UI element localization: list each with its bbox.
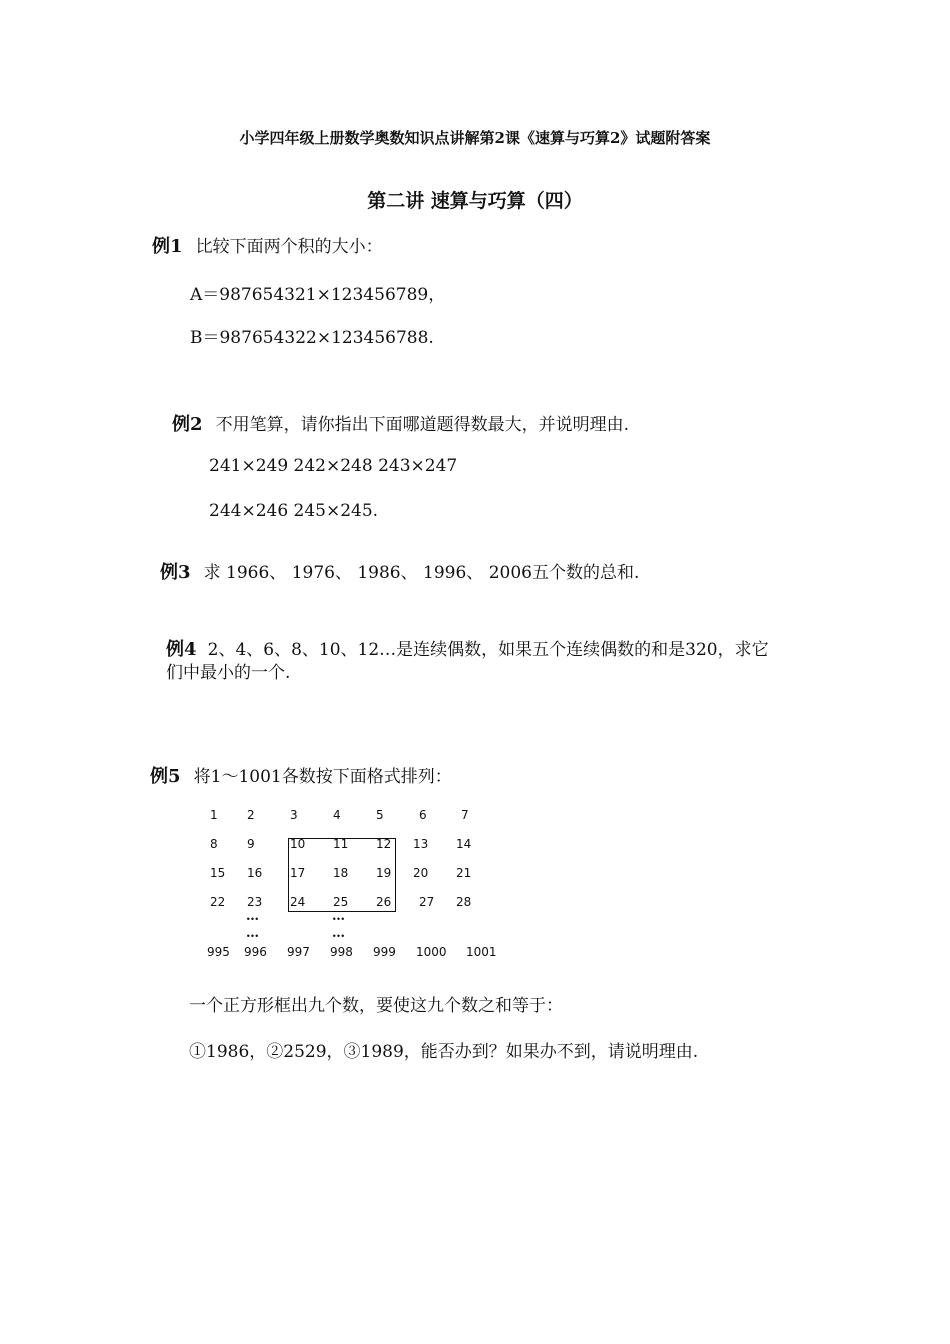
grid-cell: 1000: [416, 945, 447, 959]
grid-cell: 998: [330, 945, 353, 959]
grid-cell: 1001: [466, 945, 497, 959]
example-question: 将1～1001各数按下面格式排列：: [193, 767, 452, 787]
square-frame: [288, 838, 396, 912]
example-question: 不用笔算，请你指出下面哪道题得数最大，并说明理由.: [215, 415, 630, 435]
grid-cell: 17: [290, 866, 306, 880]
grid-cell: 996: [244, 945, 267, 959]
document-title: 小学四年级上册数学奥数知识点讲解第2课《速算与巧算2》试题附答案: [239, 129, 711, 147]
grid-cell: 14: [456, 837, 472, 851]
grid-cell: 4: [333, 808, 341, 822]
grid-cell: 13: [413, 837, 429, 851]
example-question-continued: 们中最小的一个.: [166, 663, 291, 683]
grid-cell: 23: [247, 895, 263, 909]
grid-cell: 9: [247, 837, 255, 851]
grid-cell: 10: [290, 837, 306, 851]
ellipsis-dots: …: [246, 909, 260, 924]
grid-cell: 27: [419, 895, 435, 909]
grid-cell: 28: [456, 895, 472, 909]
grid-cell: 20: [413, 866, 429, 880]
expression-line: 241×249 242×248 243×247: [209, 456, 458, 476]
grid-cell: 3: [290, 808, 298, 822]
grid-cell: 16: [247, 866, 263, 880]
grid-cell: 995: [207, 945, 230, 959]
expression-line: 244×246 245×245.: [209, 501, 379, 521]
grid-cell: 19: [376, 866, 392, 880]
example-question: 比较下面两个积的大小：: [195, 237, 383, 257]
example-label: 例5: [150, 766, 181, 787]
example-2: [172, 410, 629, 436]
grid-cell: 15: [210, 866, 226, 880]
grid-cell: 24: [290, 895, 306, 909]
grid-cell: 999: [373, 945, 396, 959]
grid-cell: 22: [210, 895, 226, 909]
grid-cell: 11: [333, 837, 349, 851]
ellipsis-dots: …: [332, 926, 346, 941]
grid-cell: 1: [210, 808, 218, 822]
grid-cell: 18: [333, 866, 349, 880]
expression-line: B＝987654322×123456788.: [190, 328, 434, 348]
example-5: [150, 762, 452, 788]
example-question: 2、4、6、8、10、12…是连续偶数，如果五个连续偶数的和是320，求它: [207, 640, 769, 660]
example-1: [152, 232, 383, 258]
grid-cell: 2: [247, 808, 255, 822]
example-label: 例2: [172, 414, 203, 435]
grid-cell: 5: [376, 808, 384, 822]
grid-cell: 6: [419, 808, 427, 822]
ellipsis-dots: …: [332, 909, 346, 924]
example-question: 求 1966、 1976、 1986、 1996、 2006五个数的总和.: [203, 563, 640, 583]
grid-cell: 21: [456, 866, 472, 880]
grid-cell: 12: [376, 837, 392, 851]
expression-line: A＝987654321×123456789，: [190, 285, 446, 305]
example-5-question: 一个正方形框出九个数，要使这九个数之和等于：: [189, 996, 563, 1016]
grid-cell: 25: [333, 895, 349, 909]
example-5-options: ①1986，②2529，③1989，能否办到？如果办不到，请说明理由.: [189, 1042, 699, 1062]
grid-cell: 26: [376, 895, 392, 909]
lecture-title: 第二讲 速算与巧算（四）: [367, 190, 583, 212]
grid-cell: 7: [461, 808, 469, 822]
grid-cell: 997: [287, 945, 310, 959]
example-label: 例4: [166, 639, 197, 660]
example-3: [160, 558, 639, 584]
grid-cell: 8: [210, 837, 218, 851]
example-label: 例1: [152, 236, 183, 257]
example-label: 例3: [160, 562, 191, 583]
ellipsis-dots: …: [246, 926, 260, 941]
